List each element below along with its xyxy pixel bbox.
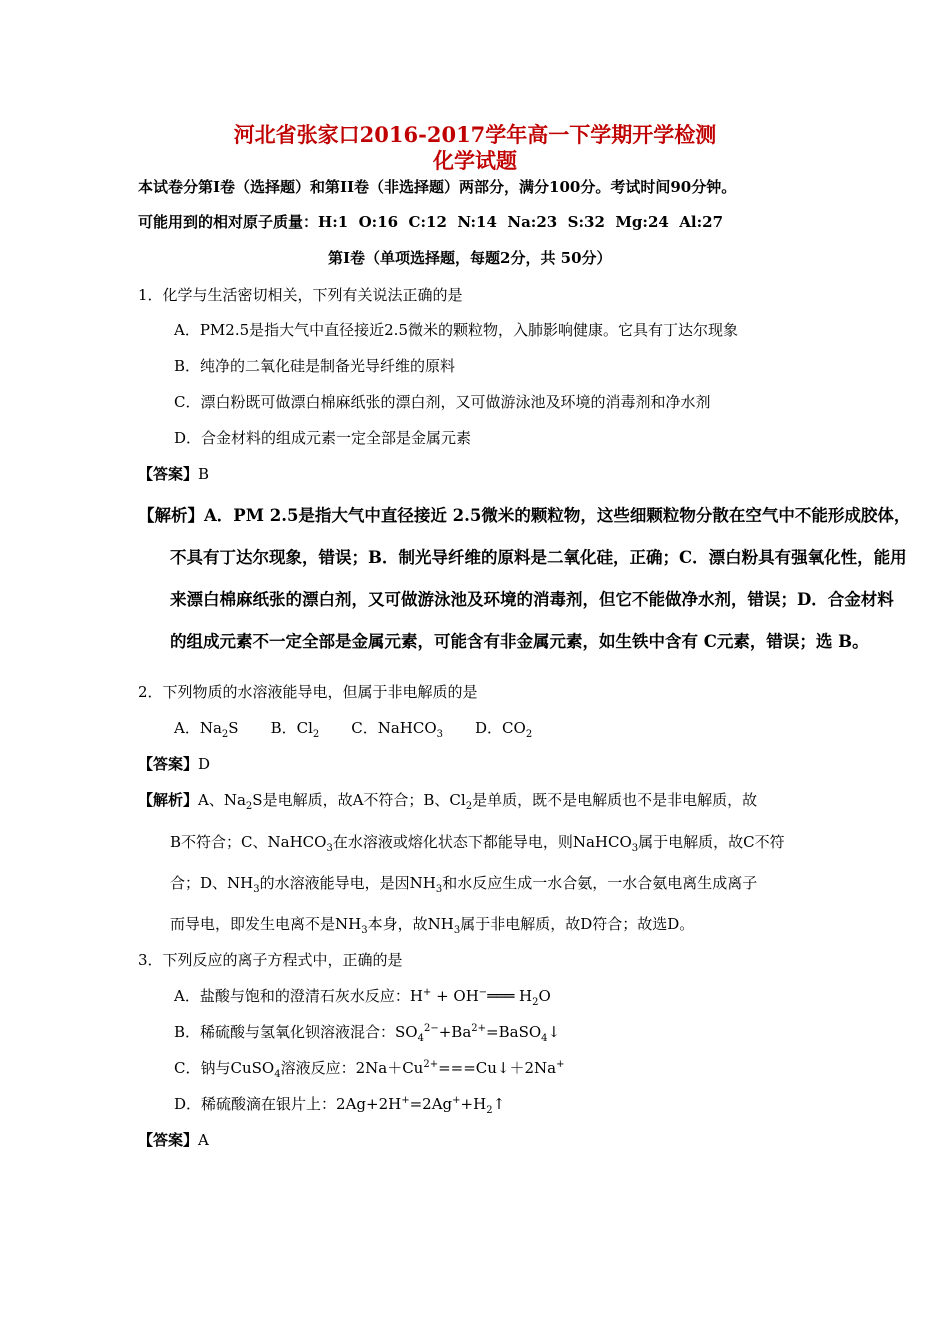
analysis-text: A．PM 2.5是指大气中直径接近 2.5微米的颗粒物，这些细颗粒物分散在空气中不能形成胶体， <box>204 506 911 525</box>
atomic-mass-line <box>138 212 723 232</box>
question-2-answer <box>138 754 210 774</box>
atomic-mass-values: H:1 O:16 C:12 N:14 Na:23 S:32 Mg:24 Al:27 <box>318 213 724 231</box>
question-2-analysis-line-3: 合；D、$NH_3$的水溶液能导电，是因$NH_3$和水反应生成一水合氨，一水合氨电离生成离子 <box>170 874 758 895</box>
atomic-mass-label: 可能用到的相对原子质量： <box>138 213 319 231</box>
section-heading: 第Ⅰ卷（单项选择题，每题2分，共 50分） <box>328 249 612 267</box>
question-3-option-a: A．盐酸与饱和的澄清石灰水反应：H+ + OH−═══ $H_2O$ <box>174 987 551 1008</box>
answer-tag: 【答案】 <box>138 755 199 773</box>
question-2-analysis-line-2: B不符合；C、NaHCO$_3$在水溶液或熔化状态下都能导电，则NaHCO$_3$属于电解质，故C不符 <box>170 833 785 854</box>
answer-value: B <box>198 465 210 483</box>
document-subtitle: 化学试题 <box>433 148 517 173</box>
question-2-option-d: D．$CO_2$ <box>475 719 533 740</box>
question-1-answer <box>138 464 209 484</box>
question-2-option-c: C．NaHCO$_3$ <box>351 719 444 740</box>
question-2-option-a: A．$Na_2S$ <box>174 719 239 740</box>
question-2-analysis-line-1: 【解析】A、$Na_2S$是电解质，故A不符合；B、$Cl_2$是单质，既不是电解质也不是非电解质，故 <box>138 791 758 812</box>
question-2-stem: 2．下列物质的水溶液能导电，但属于非电解质的是 <box>138 683 478 701</box>
question-3-stem: 3．下列反应的离子方程式中，正确的是 <box>138 951 403 969</box>
question-1-option-c: C．漂白粉既可做漂白棉麻纸张的漂白剂，又可做游泳池及环境的消毒剂和净水剂 <box>174 393 711 411</box>
question-1-analysis-line-4: 的组成元素不一定全部是金属元素，可能含有非金属元素，如生铁中含有 C元素，错误；选 B。 <box>170 632 869 651</box>
question-1-analysis-line-1 <box>138 506 910 526</box>
question-1-option-a: A．PM2.5是指大气中直径接近2.5微米的颗粒物，入肺影响健康。它具有丁达尔现象 <box>174 321 738 339</box>
question-1-analysis-line-2: 不具有丁达尔现象，错误；B．制光导纤维的原料是二氧化硅，正确；C．漂白粉具有强氧化性，能用 <box>170 548 907 567</box>
answer-tag: 【答案】 <box>138 1131 199 1149</box>
answer-value: A <box>198 1131 209 1149</box>
question-3-option-d: D．稀硫酸滴在银片上：$2Ag+2H^+=2Ag^++H_2↑$ <box>174 1095 506 1116</box>
analysis-tag: 【解析】 <box>138 791 199 809</box>
analysis-tag: 【解析】 <box>138 506 204 525</box>
answer-tag: 【答案】 <box>138 465 199 483</box>
exam-intro: 本试卷分第Ⅰ卷（选择题）和第II卷（非选择题）两部分，满分100分。考试时间90分钟。 <box>138 178 737 196</box>
question-1-option-b: B．纯净的二氧化硅是制备光导纤维的原料 <box>174 357 456 375</box>
answer-value: D <box>198 755 211 773</box>
question-2-analysis-line-4: 而导电，即发生电离不是$NH_3$本身，故$NH_3$属于非电解质，故D符合；故选D。 <box>170 915 695 936</box>
question-3-option-b: B．稀硫酸与氢氧化钡溶液混合：$SO_4^{2-}+Ba^{2+}=BaSO_4↓$ <box>174 1023 561 1044</box>
question-2-option-b: B．$Cl_2$ <box>270 719 320 740</box>
question-1-stem: 1．化学与生活密切相关，下列有关说法正确的是 <box>138 286 463 304</box>
document-title: 河北省张家口2016-2017学年高一下学期开学检测 <box>233 122 717 147</box>
question-3-answer <box>138 1130 209 1150</box>
question-2-options <box>174 718 532 738</box>
question-1-option-d: D．合金材料的组成元素一定全部是金属元素 <box>174 429 472 447</box>
question-3-option-c: C．钠与CuSO$_4$溶液反应：$2Na+Cu^{2+}===Cu↓+2Na^+$ <box>174 1059 565 1080</box>
question-1-analysis-line-3: 来漂白棉麻纸张的漂白剂，又可做游泳池及环境的消毒剂，但它不能做净水剂，错误；D．合金材料 <box>170 590 894 609</box>
